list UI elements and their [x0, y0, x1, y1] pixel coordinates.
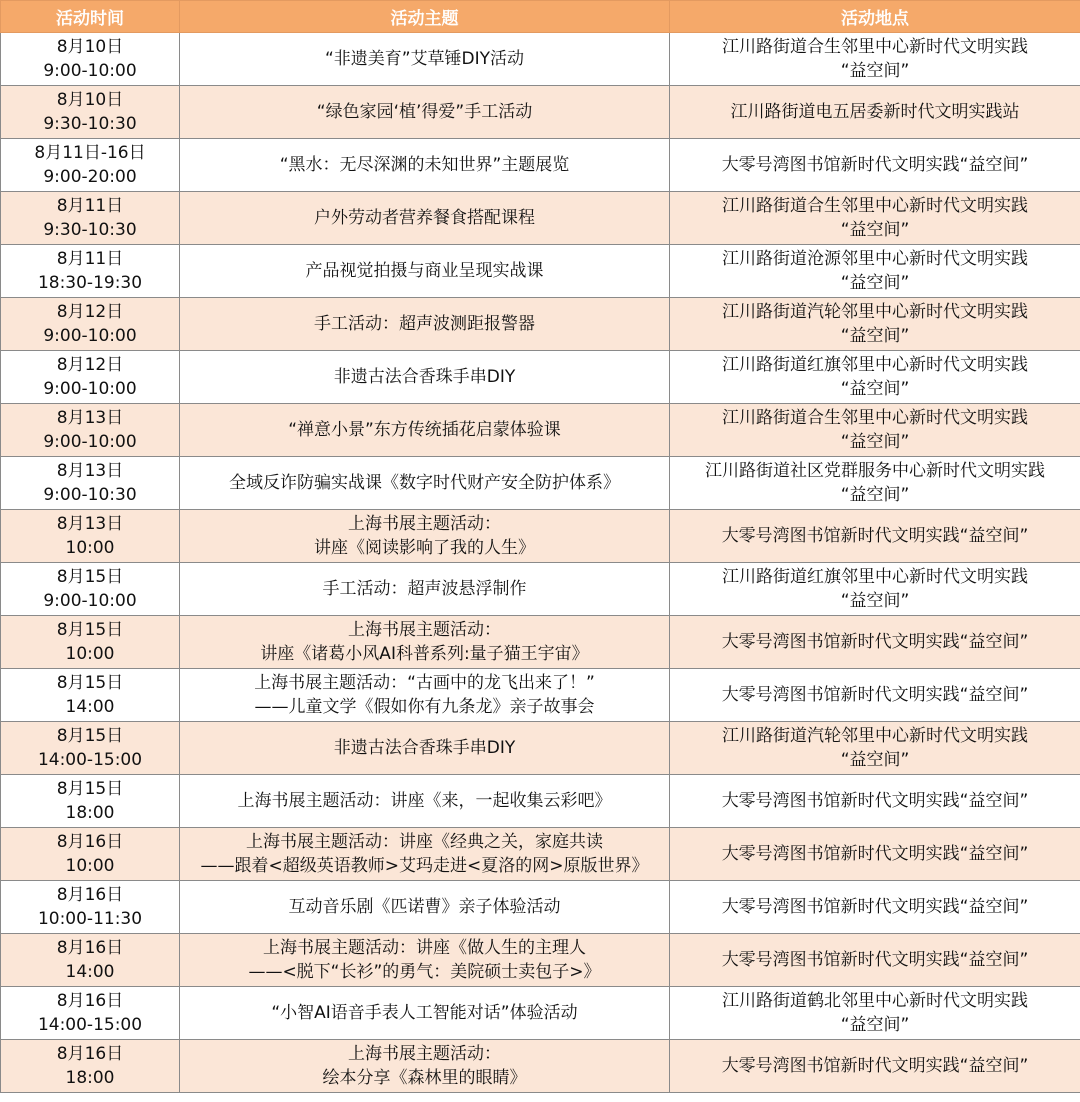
cell-time	[1, 404, 180, 457]
cell-topic	[180, 86, 670, 139]
place-line: “益空间”	[840, 432, 910, 452]
cell-topic	[180, 404, 670, 457]
topic-line: 手工活动：超声波测距报警器	[314, 314, 535, 334]
cell-time	[1, 775, 180, 828]
table-row	[1, 404, 1080, 457]
cell-time	[1, 722, 180, 775]
date-line: 8月13日	[56, 461, 124, 481]
cell-topic	[180, 1040, 670, 1093]
date-line: 8月15日	[56, 673, 124, 693]
cell-place	[670, 775, 1080, 828]
topic-line: 互动音乐剧《匹诺曹》亲子体验活动	[288, 897, 561, 917]
place-line: “益空间”	[840, 1015, 910, 1035]
place-line: 江川路街道电五居委新时代文明实践站	[730, 102, 1020, 122]
table-row	[1, 86, 1080, 139]
date-line: 8月10日	[56, 90, 124, 110]
table-row	[1, 563, 1080, 616]
topic-line: 上海书展主题活动：	[348, 620, 501, 640]
place-line: 江川路街道合生邻里中心新时代文明实践	[722, 408, 1028, 428]
place-line: 大零号湾图书馆新时代文明实践“益空间”	[721, 155, 1029, 175]
date-line: 8月11日-16日	[34, 143, 146, 163]
topic-line: 上海书展主题活动：讲座《经典之关，家庭共读	[246, 832, 603, 852]
time-line: 9:30-10:30	[43, 220, 137, 240]
date-line: 8月12日	[56, 355, 124, 375]
date-line: 8月13日	[56, 408, 124, 428]
cell-topic	[180, 351, 670, 404]
cell-topic	[180, 298, 670, 351]
topic-line: 上海书展主题活动：	[348, 514, 501, 534]
place-line: “益空间”	[840, 273, 910, 293]
topic-line: “非遗美育”艾草锤DIY活动	[324, 49, 525, 69]
place-line: 大零号湾图书馆新时代文明实践“益空间”	[721, 844, 1029, 864]
place-line: “益空间”	[840, 326, 910, 346]
topic-line: 讲座《诸葛小风AI科普系列:量子猫王宇宙》	[260, 644, 589, 664]
cell-place	[670, 86, 1080, 139]
cell-topic	[180, 192, 670, 245]
header-row	[1, 1, 1080, 33]
time-line: 18:30-19:30	[37, 273, 143, 293]
date-line: 8月15日	[56, 620, 124, 640]
table-row	[1, 934, 1080, 987]
table-row	[1, 510, 1080, 563]
place-line: 大零号湾图书馆新时代文明实践“益空间”	[721, 791, 1029, 811]
place-line: 大零号湾图书馆新时代文明实践“益空间”	[721, 950, 1029, 970]
place-line: 大零号湾图书馆新时代文明实践“益空间”	[721, 897, 1029, 917]
table-body	[1, 33, 1080, 1093]
time-line: 10:00-11:30	[37, 909, 143, 929]
cell-topic	[180, 987, 670, 1040]
place-line: 江川路街道合生邻里中心新时代文明实践	[722, 196, 1028, 216]
cell-topic	[180, 828, 670, 881]
date-line: 8月15日	[56, 779, 124, 799]
cell-topic	[180, 722, 670, 775]
cell-topic	[180, 616, 670, 669]
time-line: 14:00-15:00	[37, 1015, 143, 1035]
topic-line: 上海书展主题活动：	[348, 1044, 501, 1064]
place-line: 大零号湾图书馆新时代文明实践“益空间”	[721, 526, 1029, 546]
table-row	[1, 457, 1080, 510]
time-line: 10:00	[65, 644, 115, 664]
cell-time	[1, 192, 180, 245]
topic-line: 户外劳动者营养餐食搭配课程	[314, 208, 535, 228]
time-line: 9:00-20:00	[43, 167, 137, 187]
topic-line: “黑水：无尽深渊的未知世界”主题展览	[279, 155, 570, 175]
table-row	[1, 192, 1080, 245]
cell-topic	[180, 934, 670, 987]
date-line: 8月16日	[56, 991, 124, 1011]
topic-line: ——<脱下“长衫”的勇气：美院硕士卖包子>》	[248, 962, 601, 982]
table-row	[1, 139, 1080, 192]
cell-topic	[180, 775, 670, 828]
cell-place	[670, 616, 1080, 669]
place-line: 大零号湾图书馆新时代文明实践“益空间”	[721, 1056, 1029, 1076]
date-line: 8月16日	[56, 832, 124, 852]
place-line: “益空间”	[840, 591, 910, 611]
table-row	[1, 722, 1080, 775]
table-row	[1, 298, 1080, 351]
cell-time	[1, 510, 180, 563]
table-row	[1, 987, 1080, 1040]
cell-place	[670, 139, 1080, 192]
date-line: 8月11日	[56, 196, 124, 216]
place-line: 江川路街道社区党群服务中心新时代文明实践	[705, 461, 1045, 481]
table-row	[1, 881, 1080, 934]
place-line: 江川路街道红旗邻里中心新时代文明实践	[722, 567, 1028, 587]
table-row	[1, 1040, 1080, 1093]
cell-time	[1, 86, 180, 139]
time-line: 10:00	[65, 538, 115, 558]
cell-time	[1, 457, 180, 510]
cell-place	[670, 987, 1080, 1040]
cell-time	[1, 828, 180, 881]
place-line: 江川路街道汽轮邻里中心新时代文明实践	[722, 726, 1028, 746]
topic-line: 非遗古法合香珠手串DIY	[333, 367, 516, 387]
header-place: 活动地点	[670, 1, 1080, 33]
cell-topic	[180, 881, 670, 934]
time-line: 10:00	[65, 856, 115, 876]
place-line: 江川路街道汽轮邻里中心新时代文明实践	[722, 302, 1028, 322]
cell-place	[670, 33, 1080, 86]
topic-line: 产品视觉拍摄与商业呈现实战课	[305, 261, 544, 281]
cell-place	[670, 298, 1080, 351]
time-line: 9:00-10:00	[43, 61, 137, 81]
cell-place	[670, 351, 1080, 404]
time-line: 14:00-15:00	[37, 750, 143, 770]
table-row	[1, 351, 1080, 404]
table-row	[1, 669, 1080, 722]
place-line: 江川路街道红旗邻里中心新时代文明实践	[722, 355, 1028, 375]
cell-time	[1, 245, 180, 298]
cell-place	[670, 934, 1080, 987]
place-line: 大零号湾图书馆新时代文明实践“益空间”	[721, 685, 1029, 705]
place-line: “益空间”	[840, 220, 910, 240]
cell-place	[670, 457, 1080, 510]
topic-line: 上海书展主题活动：讲座《做人生的主理人	[263, 938, 586, 958]
topic-line: ——儿童文学《假如你有九条龙》亲子故事会	[254, 697, 595, 717]
table-row	[1, 828, 1080, 881]
date-line: 8月16日	[56, 885, 124, 905]
cell-time	[1, 298, 180, 351]
topic-line: 非遗古法合香珠手串DIY	[333, 738, 516, 758]
cell-time	[1, 669, 180, 722]
cell-time	[1, 934, 180, 987]
date-line: 8月12日	[56, 302, 124, 322]
topic-line: “小智AI语音手表人工智能对话”体验活动	[271, 1003, 578, 1023]
cell-time	[1, 616, 180, 669]
cell-time	[1, 33, 180, 86]
date-line: 8月15日	[56, 567, 124, 587]
cell-time	[1, 351, 180, 404]
time-line: 9:00-10:30	[43, 485, 137, 505]
cell-time	[1, 881, 180, 934]
cell-place	[670, 669, 1080, 722]
cell-place	[670, 404, 1080, 457]
time-line: 9:00-10:00	[43, 591, 137, 611]
cell-topic	[180, 457, 670, 510]
table-row	[1, 245, 1080, 298]
table-row	[1, 616, 1080, 669]
time-line: 18:00	[65, 1068, 115, 1088]
table-header	[1, 1, 1080, 33]
place-line: 江川路街道沧源邻里中心新时代文明实践	[722, 249, 1028, 269]
cell-place	[670, 192, 1080, 245]
header-topic: 活动主题	[180, 1, 670, 33]
time-line: 9:00-10:00	[43, 432, 137, 452]
date-line: 8月11日	[56, 249, 124, 269]
topic-line: 绘本分享《森林里的眼睛》	[322, 1068, 527, 1088]
date-line: 8月15日	[56, 726, 124, 746]
time-line: 18:00	[65, 803, 115, 823]
time-line: 14:00	[65, 962, 115, 982]
topic-line: 上海书展主题活动：“古画中的龙飞出来了！”	[254, 673, 595, 693]
time-line: 9:00-10:00	[43, 326, 137, 346]
date-line: 8月13日	[56, 514, 124, 534]
place-line: 江川路街道鹤北邻里中心新时代文明实践	[722, 991, 1028, 1011]
place-line: 江川路街道合生邻里中心新时代文明实践	[722, 37, 1028, 57]
topic-line: 手工活动：超声波悬浮制作	[322, 579, 527, 599]
table-row	[1, 775, 1080, 828]
cell-time	[1, 139, 180, 192]
cell-place	[670, 1040, 1080, 1093]
cell-place	[670, 245, 1080, 298]
topic-line: 上海书展主题活动：讲座《来，一起收集云彩吧》	[237, 791, 612, 811]
cell-place	[670, 563, 1080, 616]
cell-topic	[180, 563, 670, 616]
cell-topic	[180, 669, 670, 722]
date-line: 8月10日	[56, 37, 124, 57]
cell-place	[670, 881, 1080, 934]
cell-topic	[180, 33, 670, 86]
place-line: 大零号湾图书馆新时代文明实践“益空间”	[721, 632, 1029, 652]
topic-line: 全域反诈防骗实战课《数字时代财产安全防护体系》	[229, 473, 620, 493]
topic-line: “禅意小景”东方传统插花启蒙体验课	[288, 420, 561, 440]
cell-place	[670, 510, 1080, 563]
topic-line: ——跟着<超级英语教师>艾玛走进<夏洛的网>原版世界》	[200, 856, 649, 876]
date-line: 8月16日	[56, 1044, 124, 1064]
place-line: “益空间”	[840, 379, 910, 399]
place-line: “益空间”	[840, 61, 910, 81]
cell-time	[1, 563, 180, 616]
time-line: 14:00	[65, 697, 115, 717]
place-line: “益空间”	[840, 750, 910, 770]
date-line: 8月16日	[56, 938, 124, 958]
topic-line: 讲座《阅读影响了我的人生》	[314, 538, 535, 558]
header-time: 活动时间	[1, 1, 180, 33]
cell-topic	[180, 510, 670, 563]
time-line: 9:30-10:30	[43, 114, 137, 134]
table-row	[1, 33, 1080, 86]
cell-topic	[180, 245, 670, 298]
cell-time	[1, 987, 180, 1040]
cell-topic	[180, 139, 670, 192]
cell-time	[1, 1040, 180, 1093]
place-line: “益空间”	[840, 485, 910, 505]
topic-line: “绿色家园‘植’得爱”手工活动	[316, 102, 533, 122]
cell-place	[670, 828, 1080, 881]
cell-place	[670, 722, 1080, 775]
time-line: 9:00-10:00	[43, 379, 137, 399]
